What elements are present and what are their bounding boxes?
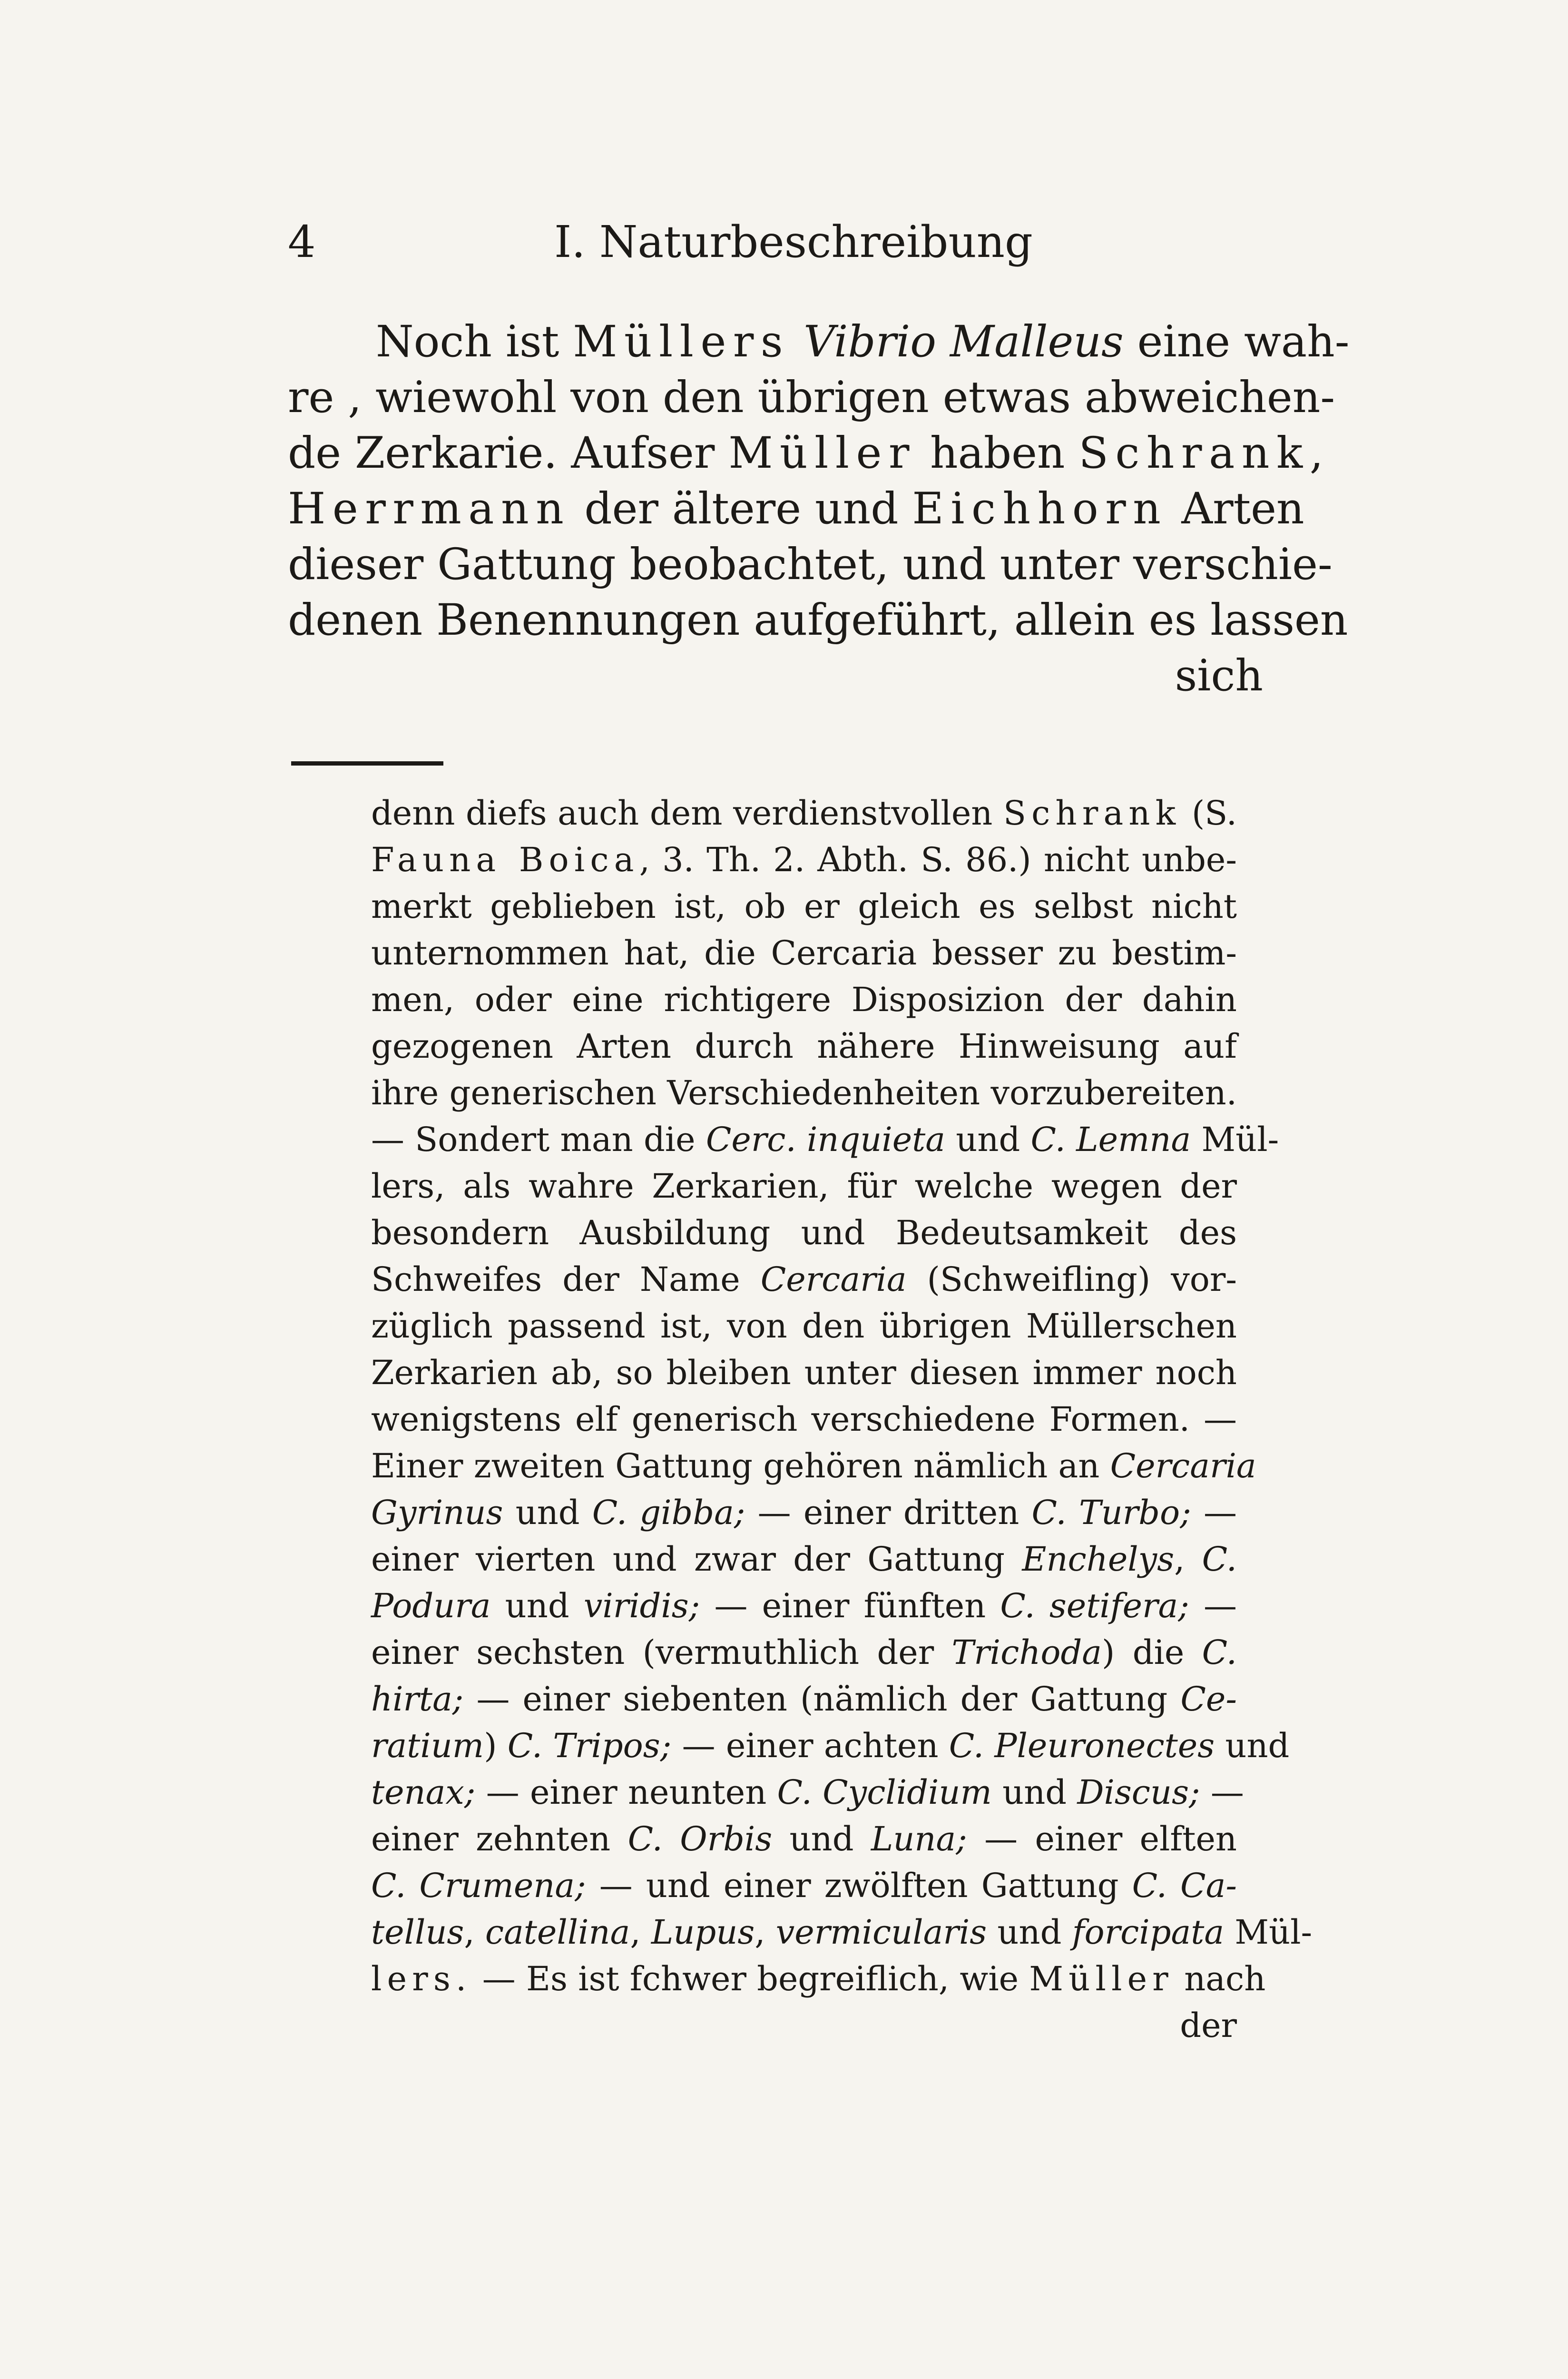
running-title: I. Naturbeschreibung: [554, 216, 1033, 267]
footnote-line: wenigstens elf generisch verschiedene Formen. —: [371, 1400, 1237, 1439]
text-line: re , wiewohl von den übrigen etwas abweichen-: [288, 373, 1335, 423]
footnote-line: besondern Ausbildung und Bedeutsamkeit des: [371, 1213, 1237, 1252]
footnote-rule: [291, 761, 443, 766]
footnote-line: Gyrinus und C. gibba; — einer dritten C. Turbo; —: [371, 1493, 1237, 1532]
footnote-line: — Sondert man die Cerc. inquieta und C. Lemna Mül-: [371, 1120, 1279, 1159]
footnote-line: Einer zweiten Gattung gehören nämlich an Cercaria: [371, 1446, 1256, 1485]
footnote-line: lers, als wahre Zerkarien, für welche wegen der: [371, 1167, 1237, 1206]
footnote-line: einer sechsten (vermuthlich der Trichoda) die C.: [371, 1633, 1237, 1672]
footnote-line: lers. — Es ist fchwer begreiflich, wie Müller nach: [371, 1959, 1266, 1998]
main-text: [288, 314, 1350, 704]
footnote-line: Zerkarien ab, so bleiben unter diesen immer noch: [371, 1353, 1237, 1392]
footnote-line: hirta; — einer siebenten (nämlich der Gattung Ce-: [371, 1680, 1237, 1719]
footnote: [371, 790, 1313, 2049]
footnote-line: C. Crumena; — und einer zwölften Gattung C. Ca-: [371, 1866, 1237, 1905]
footnote-line: men, oder eine richtigere Disposizion der dahin: [371, 980, 1237, 1019]
footnote-line: unternommen hat, die Cercaria besser zu bestim-: [371, 934, 1237, 973]
footnote-line: tenax; — einer neunten C. Cyclidium und Discus; —: [371, 1773, 1244, 1812]
footnote-line: ihre generischen Verschiedenheiten vorzubereiten.: [371, 1073, 1237, 1112]
text-line: de Zerkarie. Aufser Müller haben Schrank,: [288, 428, 1331, 478]
footnote-line: einer zehnten C. Orbis und Luna; — einer elften: [371, 1819, 1237, 1858]
text-line: Herrmann der ältere und Eichhorn Arten: [288, 484, 1304, 534]
text-line: dieser Gattung beobachtet, und unter verschie-: [288, 540, 1333, 590]
footnote-line: ratium) C. Tripos; — einer achten C. Pleuronectes und: [371, 1726, 1290, 1765]
footnote-line: tellus, catellina, Lupus, vermicularis und forcipata Mül-: [371, 1913, 1313, 1952]
page-header: [288, 216, 1239, 278]
footnote-line: denn diefs auch dem verdienstvollen Schrank (S.: [371, 794, 1237, 833]
catchword: sich: [1175, 651, 1263, 701]
footnote-line: merkt geblieben ist, ob er gleich es selbst nicht: [371, 887, 1237, 926]
footnote-line: züglich passend ist, von den übrigen Müllerschen: [371, 1307, 1237, 1346]
footnote-line: Podura und viridis; — einer fünften C. setifera; —: [371, 1586, 1237, 1625]
catchword: der: [1180, 2006, 1237, 2045]
footnote-line: einer vierten und zwar der Gattung Enchelys, C.: [371, 1540, 1237, 1579]
text-line: Noch ist Müllers Vibrio Malleus eine wah-: [376, 317, 1350, 367]
footnote-line: gezogenen Arten durch nähere Hinweisung auf: [371, 1027, 1237, 1066]
page-number: 4: [288, 216, 316, 267]
text-line: denen Benennungen aufgeführt, allein es lassen: [288, 595, 1348, 645]
footnote-line: Schweifes der Name Cercaria (Schweifling) vor-: [371, 1260, 1237, 1299]
footnote-line: Fauna Boica, 3. Th. 2. Abth. S. 86.) nicht unbe-: [371, 840, 1237, 879]
